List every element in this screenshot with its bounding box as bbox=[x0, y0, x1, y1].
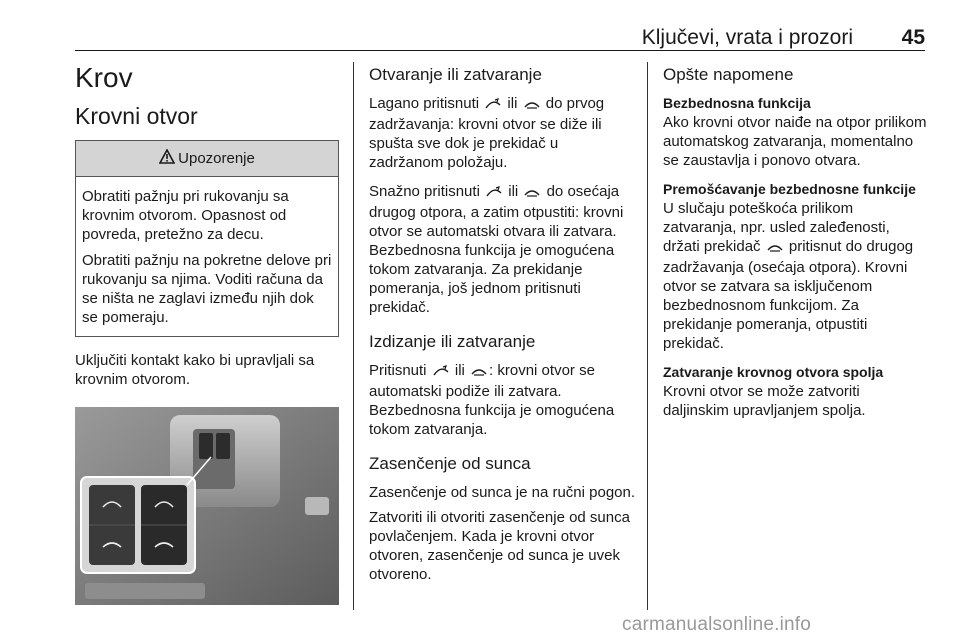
body-text: Ako krovni otvor naiđe na otpor prilikom automatskog zatvaranja, momentalno se zaustavlja i ponovo otvara. bbox=[663, 114, 927, 169]
roof-close-icon bbox=[766, 239, 784, 258]
page-header bbox=[75, 26, 925, 50]
body-text: Zasenčenje od sunca je na ručni pogon. bbox=[369, 484, 636, 501]
header-title: Ključevi, vrata i prozori bbox=[641, 26, 853, 49]
column-divider bbox=[353, 62, 354, 610]
section-heading: Otvaranje ili zatvaranje bbox=[369, 65, 542, 84]
header-rule bbox=[75, 50, 925, 51]
text-run: do prvog zadržavanja: krovni otvor se diže ili spušta sve dok je prekidač u zadržanom položaju. bbox=[369, 95, 605, 171]
intro-text: Uključiti kontakt kako bi upravljali sa krovnim otvorom. bbox=[75, 352, 315, 388]
roof-tilt-icon bbox=[485, 184, 503, 203]
column-3 bbox=[663, 62, 929, 426]
watermark: carmanualsonline.info bbox=[622, 614, 812, 635]
column-2 bbox=[369, 62, 635, 590]
body-text bbox=[369, 94, 635, 172]
roof-close-icon bbox=[523, 96, 541, 115]
warning-heading: Upozorenje bbox=[178, 150, 255, 167]
warning-text: Obratiti pažnju na pokretne delove pri rukovanju sa njima. Voditi računa da se ništa ne zaglavi između njih dok se pomeraju. bbox=[82, 252, 332, 326]
chapter-title: Krov bbox=[75, 62, 133, 93]
warning-text: Obratiti pažnju pri rukovanju sa krovnim otvorom. Opasnost od povreda, pretežno za decu. bbox=[82, 188, 289, 243]
roof-close-icon bbox=[470, 363, 488, 382]
roof-close-icon bbox=[523, 184, 541, 203]
text-run: ili bbox=[507, 95, 518, 112]
text-run: do osećaja drugog otpora, a zatim otpustiti: krovni otvor se automatski otvara ili zatvara. Bezbednosna funkcija je omogućena tokom zatvaranja. Za prekidanje pomeranja, još jednom pritisnuti prekidač. bbox=[369, 183, 624, 316]
text-run: U slučaju poteškoća prilikom zatvaranja, npr. usled zaleđenosti, držati prekidač bbox=[663, 200, 890, 255]
text-run: pritisnut do drugog zadržavanja (osećaja otpora). Krovni otvor se zatvara sa isključenom bezbednosnom funkcijom. Za prekidanje pomeranja, otpustiti prekidač. bbox=[663, 238, 914, 352]
section-heading: Opšte napomene bbox=[663, 65, 794, 84]
body-text bbox=[369, 182, 635, 317]
section-title: Krovni otvor bbox=[75, 103, 198, 129]
text-run: Lagano pritisnuti bbox=[369, 95, 480, 112]
text-run: ili bbox=[508, 183, 519, 200]
body-text: Zatvoriti ili otvoriti zasenčenje od sunca povlačenjem. Kada je krovni otvor otvoren, zasenčenje od sunca je uvek otvoreno. bbox=[369, 509, 630, 583]
text-run: Pritisnuti bbox=[369, 362, 427, 379]
section-heading: Izdizanje ili zatvaranje bbox=[369, 332, 536, 351]
body-text bbox=[663, 199, 929, 353]
text-run: : krovni otvor se automatski podiže ili zatvara. Bezbednosna funkcija je omogućena tokom zatvaranja. bbox=[369, 362, 615, 438]
subheading: Premošćavanje bezbednosne funkcije bbox=[663, 181, 916, 197]
column-divider bbox=[647, 62, 648, 610]
subheading: Bezbednosna funkcija bbox=[663, 95, 811, 111]
text-run: Snažno pritisnuti bbox=[369, 183, 480, 200]
text-run: ili bbox=[454, 362, 465, 379]
section-heading: Zasenčenje od sunca bbox=[369, 454, 531, 473]
body-text: Krovni otvor se može zatvoriti daljinskim upravljanjem spolja. bbox=[663, 383, 866, 419]
roof-tilt-icon bbox=[432, 363, 450, 382]
page-number: 45 bbox=[901, 26, 925, 49]
column-1 bbox=[75, 62, 339, 610]
warning-triangle-icon bbox=[159, 149, 175, 169]
body-text bbox=[369, 361, 635, 439]
subheading: Zatvaranje krovnog otvora spolja bbox=[663, 364, 884, 380]
warning-body bbox=[76, 177, 338, 336]
warning-header bbox=[76, 141, 338, 177]
warning-box bbox=[75, 140, 339, 337]
roof-tilt-icon bbox=[484, 96, 502, 115]
roof-switch-photo bbox=[75, 407, 339, 605]
